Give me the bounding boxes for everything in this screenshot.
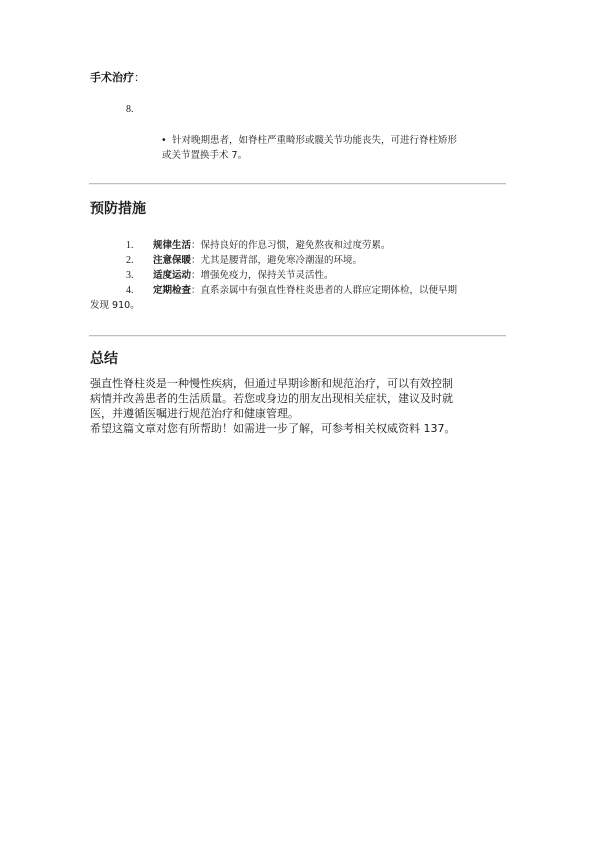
prevention-separator: ：: [191, 240, 201, 251]
prevention-separator: ：: [191, 255, 201, 266]
prevention-text: 增强免疫力，保持关节灵活性。: [200, 270, 334, 281]
prevention-item: [126, 253, 506, 268]
prevention-item: [126, 268, 506, 283]
surgery-heading-text: 手术治疗: [90, 71, 134, 84]
prevention-list: [90, 238, 506, 313]
summary-line: 医，并遵循医嘱进行规范治疗和健康管理。: [90, 407, 299, 420]
prevention-term: 定期检查: [153, 285, 192, 296]
summary-line: 病情并改善患者的生活质量。若您或身边的朋友出现相关症状，建议及时就: [90, 392, 453, 405]
summary-paragraph: [90, 376, 510, 421]
bullet-dot: •: [161, 135, 167, 146]
section-divider: [89, 335, 506, 337]
prevention-item: [126, 238, 506, 253]
surgery-bullet-line-1: 针对晚期患者，如脊柱严重畸形或髋关节功能丧失，可进行脊柱矫形: [172, 135, 458, 146]
surgery-heading-colon: ：: [134, 71, 145, 84]
prevention-text: 保持良好的作息习惯，避免熬夜和过度劳累。: [200, 240, 391, 251]
summary-body: [90, 376, 510, 436]
section-divider: [89, 183, 506, 185]
prevention-term: 适度运动: [153, 270, 192, 281]
prevention-term: 注意保暖: [153, 255, 192, 266]
surgery-heading: [90, 71, 145, 85]
prevention-text: 直系亲属中有强直性脊柱炎患者的人群应定期体检，以便早期: [200, 285, 458, 296]
prevention-text: 尤其是腰背部，避免寒冷潮湿的环境。: [200, 255, 363, 266]
prevention-separator: ：: [191, 270, 201, 281]
summary-heading: 总结: [90, 351, 118, 367]
surgery-bullet-line-2: 或关节置换手术 7。: [162, 150, 248, 161]
surgery-bullet-item: [162, 133, 502, 163]
prevention-item: [90, 283, 506, 313]
summary-closing-paragraph: 希望这篇文章对您有所帮助！如需进一步了解，可参考相关权威资料 137。: [90, 422, 456, 435]
prevention-text-continued: 发现 910。: [90, 300, 140, 311]
list-number: 3.: [126, 270, 134, 281]
list-number: 2.: [126, 255, 134, 266]
prevention-separator: ：: [191, 285, 201, 296]
prevention-heading: 预防措施: [90, 201, 146, 217]
list-number: 4.: [126, 285, 134, 296]
prevention-term: 规律生活: [153, 240, 192, 251]
summary-line: 强直性脊柱炎是一种慢性疾病，但通过早期诊断和规范治疗，可以有效控制: [90, 377, 453, 390]
list-number: 1.: [126, 240, 134, 251]
surgery-list-number: 8.: [126, 104, 134, 115]
